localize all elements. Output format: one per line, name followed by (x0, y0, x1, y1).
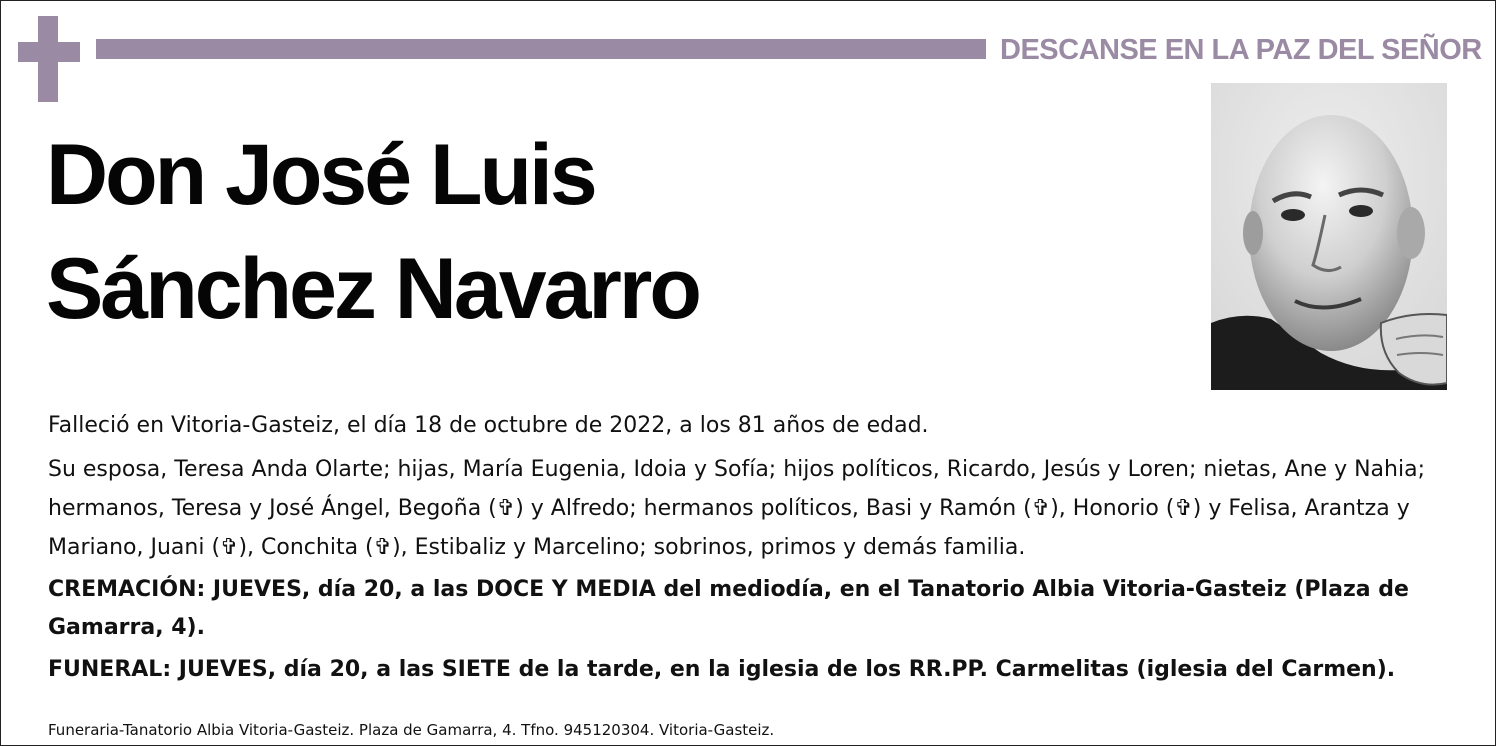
header-band (96, 39, 986, 59)
portrait-photo (1211, 83, 1447, 390)
cremation-details: CREMACIÓN: JUEVES, día 20, a las DOCE Y MEDIA del mediodía, en el Tanatorio Albia Vitoria-Gasteiz (Plaza de Gamarra, 4). (48, 577, 1409, 640)
funeral-details: FUNERAL: JUEVES, día 20, a las SIETE de la tarde, en la iglesia de los RR.PP. Carmelitas (iglesia del Carmen). (48, 657, 1396, 682)
family-list: Su esposa, Teresa Anda Olarte; hijas, María Eugenia, Idoia y Sofía; hijos políticos, Ricardo, Jesús y Loren; nietas, Ane y Nahia; hermanos, Teresa y José Ángel, Begoña (✞) y Alfredo; hermanos políticos, Basi y Ramón (✞), Honorio (✞) y Felisa, Arantza y Mariano, Juani (✞), Conchita (✞), Estibaliz y Marcelino; sobrinos, primos y demás familia. (48, 457, 1425, 560)
death-notice: Falleció en Vitoria-Gasteiz, el día 18 de octubre de 2022, a los 81 años de edad. (48, 413, 929, 438)
deceased-name-line1: Don José Luis (46, 127, 595, 223)
notice-body (48, 404, 1458, 689)
header-motto: DESCANSE EN LA PAZ DEL SEÑOR (1000, 34, 1482, 66)
deceased-name (46, 118, 1146, 346)
deceased-name-line2: Sánchez Navarro (46, 241, 699, 337)
cross-icon (18, 16, 82, 102)
funeral-home-footer: Funeraria-Tanatorio Albia Vitoria-Gasteiz. Plaza de Gamarra, 4. Tfno. 945120304. Vitoria-Gasteiz. (48, 721, 775, 739)
